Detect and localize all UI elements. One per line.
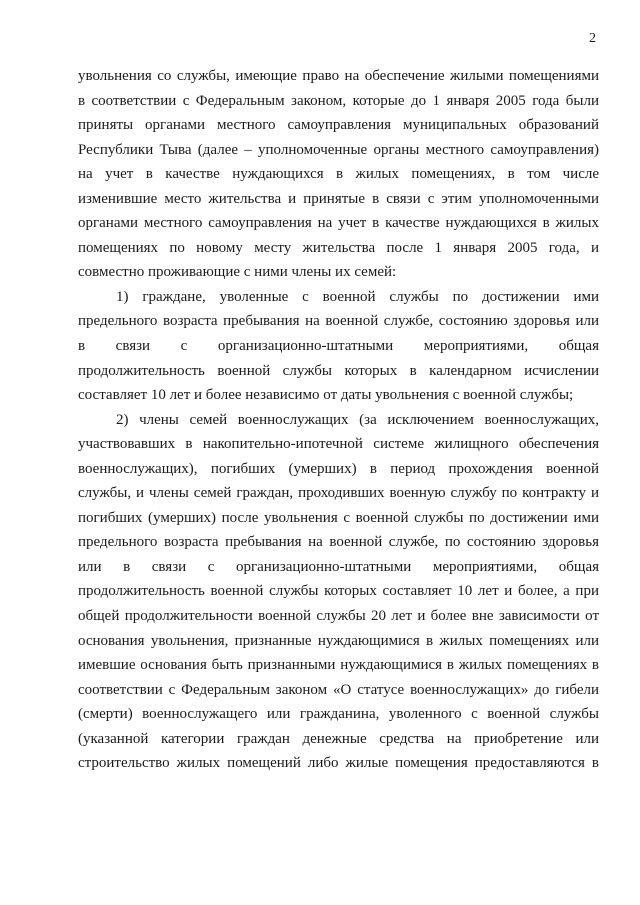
text-line: изменившие место жительства и принятые в связи с этим уполномоченными	[78, 190, 599, 207]
text-line: погибших (умерших) после увольнения с военной службы по достижении ими	[78, 509, 599, 526]
text-line: приняты органами местного самоуправления муниципальных образований	[78, 117, 599, 134]
text-line: основания увольнения, признанные нуждающимися в жилых помещениях или	[78, 632, 599, 649]
text-line: в связи с организационно-штатными мероприятиями, общая	[78, 338, 599, 355]
text-line: продолжительность военной службы которых в календарном исчислении	[78, 362, 599, 379]
text-line: строительство жилых помещений либо жилые помещения предоставляются в	[78, 755, 599, 772]
text-line: увольнения со службы, имеющие право на обеспечение жилыми помещениями	[78, 68, 599, 84]
text-line: общей продолжительности военной службы 20 лет и более вне зависимости от	[78, 608, 599, 625]
text-line: в соответствии с Федеральным законом, которые до 1 января 2005 года были	[78, 92, 599, 109]
text-line: участвовавших в накопительно-ипотечной системе жилищного обеспечения	[78, 436, 599, 453]
text-line: помещениях по новому месту жительства после 1 января 2005 года, и	[78, 239, 599, 256]
text-line: или в связи с организационно-штатными мероприятиями, общая	[78, 558, 599, 575]
text-line: составляет 10 лет и более независимо от даты увольнения с военной службы;	[78, 387, 574, 404]
text-line: совместно проживающие с ними члены их семей:	[78, 264, 397, 281]
text-line: продолжительность военной службы которых составляет 10 лет и более, а при	[78, 583, 599, 600]
text-line: (указанной категории граждан денежные средства на приобретение или	[78, 730, 599, 747]
text-line: предельного возраста пребывания на военной службе, состоянию здоровья или	[78, 313, 599, 330]
text-line: предельного возраста пребывания на военной службе, по состоянию здоровья	[78, 534, 599, 551]
text-line: имевшие основания быть признанными нуждающимися в жилых помещениях в	[78, 657, 599, 674]
document-body	[78, 64, 599, 776]
text-line: соответствии с Федеральным законом «О статусе военнослужащих» до гибели	[78, 681, 599, 698]
text-line: органами местного самоуправления на учет в качестве нуждающихся в жилых	[78, 215, 599, 232]
page-number: 2	[589, 31, 596, 46]
text-line: (смерти) военнослужащего или гражданина, уволенного с военной службы	[78, 706, 599, 723]
text-line: Республики Тыва (далее – уполномоченные органы местного самоуправления)	[78, 141, 599, 158]
text-line: военнослужащих), погибших (умерших) в период прохождения военной	[78, 460, 599, 477]
text-line: 2) члены семей военнослужащих (за исключением военнослужащих,	[116, 411, 599, 428]
text-line: на учет в качестве нуждающихся в жилых помещениях, в том числе	[78, 166, 599, 183]
text-line: 1) граждане, уволенные с военной службы по достижении ими	[116, 288, 599, 305]
text-line: службы, и члены семей граждан, проходивших военную службу по контракту и	[78, 485, 599, 502]
